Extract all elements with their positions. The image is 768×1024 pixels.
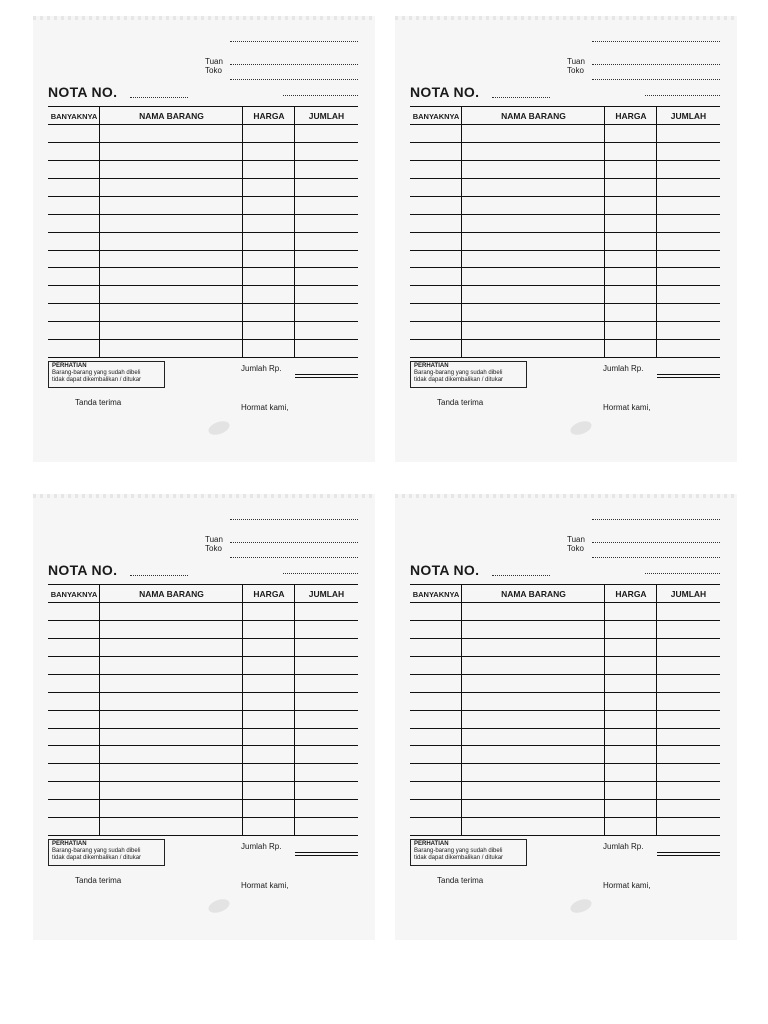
notice-line: Barang-barang yang sudah dibeli	[52, 848, 141, 854]
table-row[interactable]	[48, 745, 358, 746]
table-row[interactable]	[410, 638, 720, 639]
table-row[interactable]	[410, 196, 720, 197]
tuan-field[interactable]	[592, 542, 720, 543]
receipt-form	[33, 494, 375, 940]
table-row[interactable]	[48, 214, 358, 215]
notice-title: PERHATIAN	[52, 841, 87, 847]
table-row[interactable]	[48, 321, 358, 322]
tuan-field[interactable]	[592, 64, 720, 65]
total-label: Jumlah Rp.	[241, 842, 282, 851]
total-double-underline	[295, 377, 358, 378]
table-row[interactable]	[410, 817, 720, 818]
column-header-jumlah: JUMLAH	[308, 111, 345, 121]
notice-line: Barang-barang yang sudah dibeli	[52, 370, 141, 376]
tuan-label: Tuan	[567, 57, 585, 66]
tuan-label: Tuan	[205, 57, 223, 66]
nota-number-field[interactable]	[492, 575, 550, 576]
table-row[interactable]	[48, 728, 358, 729]
table-row[interactable]	[410, 142, 720, 143]
table-row[interactable]	[410, 160, 720, 161]
notice-line: tidak dapat dikembalikan / ditukar	[414, 855, 504, 861]
total-field[interactable]	[295, 852, 358, 853]
table-row[interactable]	[48, 656, 358, 657]
header-dotted-line[interactable]	[592, 41, 720, 42]
nota-number-field[interactable]	[130, 97, 188, 98]
notice-box	[410, 839, 527, 866]
notice-line: tidak dapat dikembalikan / ditukar	[414, 377, 504, 383]
nota-title: NOTA NO.	[48, 84, 118, 100]
column-header-banyaknya: BANYAKNYA	[50, 111, 98, 121]
notice-box	[48, 361, 165, 388]
table-row[interactable]	[410, 710, 720, 711]
total-field[interactable]	[657, 374, 720, 375]
receipt-form	[395, 494, 737, 940]
column-header-banyaknya: BANYAKNYA	[412, 589, 460, 599]
toko-label: Toko	[567, 66, 584, 75]
column-header-harga: HARGA	[253, 111, 285, 121]
toko-field[interactable]	[230, 557, 358, 558]
table-row[interactable]	[410, 285, 720, 286]
notice-title: PERHATIAN	[52, 363, 87, 369]
table-header-divider	[410, 602, 720, 603]
notice-line: tidak dapat dikembalikan / ditukar	[52, 377, 142, 383]
header-dotted-line[interactable]	[592, 519, 720, 520]
tuan-field[interactable]	[230, 64, 358, 65]
table-row[interactable]	[410, 232, 720, 233]
regards-signature-label: Hormat kami,	[241, 881, 289, 890]
table-row[interactable]	[48, 160, 358, 161]
regards-signature-label: Hormat kami,	[603, 403, 651, 412]
ink-smudge	[207, 419, 232, 438]
table-row[interactable]	[48, 232, 358, 233]
table-row[interactable]	[48, 620, 358, 621]
items-table	[48, 106, 358, 358]
regards-signature-label: Hormat kami,	[241, 403, 289, 412]
table-row[interactable]	[48, 250, 358, 251]
column-header-nama-barang: NAMA BARANG	[501, 111, 566, 121]
items-table	[48, 584, 358, 836]
notice-line: Barang-barang yang sudah dibeli	[414, 848, 503, 854]
nota-number-field[interactable]	[492, 97, 550, 98]
column-header-nama-barang: NAMA BARANG	[139, 111, 204, 121]
notice-box	[410, 361, 527, 388]
column-header-banyaknya: BANYAKNYA	[412, 111, 460, 121]
column-header-harga: HARGA	[615, 111, 647, 121]
column-header-harga: HARGA	[253, 589, 285, 599]
table-row[interactable]	[48, 781, 358, 782]
address-field[interactable]	[645, 95, 720, 96]
column-header-nama-barang: NAMA BARANG	[501, 589, 566, 599]
received-signature-label: Tanda terima	[437, 876, 484, 885]
tuan-field[interactable]	[230, 542, 358, 543]
table-row[interactable]	[48, 196, 358, 197]
total-field[interactable]	[657, 852, 720, 853]
table-row[interactable]	[48, 763, 358, 764]
toko-label: Toko	[205, 66, 222, 75]
ink-smudge	[207, 897, 232, 916]
table-row[interactable]	[48, 339, 358, 340]
tuan-label: Tuan	[205, 535, 223, 544]
total-double-underline	[657, 855, 720, 856]
table-row[interactable]	[48, 817, 358, 818]
table-row[interactable]	[410, 250, 720, 251]
ink-smudge	[569, 419, 594, 438]
table-row[interactable]	[48, 710, 358, 711]
table-row[interactable]	[410, 178, 720, 179]
total-double-underline	[657, 377, 720, 378]
toko-label: Toko	[567, 544, 584, 553]
total-double-underline	[295, 855, 358, 856]
column-header-harga: HARGA	[615, 589, 647, 599]
total-label: Jumlah Rp.	[241, 364, 282, 373]
toko-field[interactable]	[230, 79, 358, 80]
table-row[interactable]	[410, 745, 720, 746]
table-header-divider	[48, 602, 358, 603]
items-table	[410, 106, 720, 358]
table-row[interactable]	[410, 339, 720, 340]
notice-box	[48, 839, 165, 866]
table-row[interactable]	[410, 781, 720, 782]
received-signature-label: Tanda terima	[75, 398, 122, 407]
total-label: Jumlah Rp.	[603, 842, 644, 851]
received-signature-label: Tanda terima	[75, 876, 122, 885]
table-row[interactable]	[410, 303, 720, 304]
receipt-form	[395, 16, 737, 462]
total-field[interactable]	[295, 374, 358, 375]
table-row[interactable]	[410, 799, 720, 800]
table-row[interactable]	[48, 303, 358, 304]
column-header-jumlah: JUMLAH	[308, 589, 345, 599]
table-row[interactable]	[48, 267, 358, 268]
toko-field[interactable]	[592, 557, 720, 558]
tuan-label: Tuan	[567, 535, 585, 544]
nota-title: NOTA NO.	[410, 562, 480, 578]
address-field[interactable]	[283, 573, 358, 574]
table-row[interactable]	[410, 620, 720, 621]
table-row[interactable]	[410, 214, 720, 215]
column-header-nama-barang: NAMA BARANG	[139, 589, 204, 599]
table-row[interactable]	[48, 692, 358, 693]
notice-title: PERHATIAN	[414, 363, 449, 369]
items-table	[410, 584, 720, 836]
address-field[interactable]	[645, 573, 720, 574]
table-row[interactable]	[48, 638, 358, 639]
ink-smudge	[569, 897, 594, 916]
total-label: Jumlah Rp.	[603, 364, 644, 373]
address-field[interactable]	[283, 95, 358, 96]
table-row[interactable]	[410, 728, 720, 729]
received-signature-label: Tanda terima	[437, 398, 484, 407]
header-dotted-line[interactable]	[230, 519, 358, 520]
table-row[interactable]	[410, 267, 720, 268]
table-row[interactable]	[410, 321, 720, 322]
table-header-divider	[410, 124, 720, 125]
header-dotted-line[interactable]	[230, 41, 358, 42]
table-row[interactable]	[410, 692, 720, 693]
table-row[interactable]	[410, 656, 720, 657]
toko-field[interactable]	[592, 79, 720, 80]
table-row[interactable]	[48, 178, 358, 179]
nota-title: NOTA NO.	[410, 84, 480, 100]
table-row[interactable]	[48, 799, 358, 800]
column-header-jumlah: JUMLAH	[670, 589, 707, 599]
regards-signature-label: Hormat kami,	[603, 881, 651, 890]
table-row[interactable]	[48, 285, 358, 286]
notice-title: PERHATIAN	[414, 841, 449, 847]
notice-line: tidak dapat dikembalikan / ditukar	[52, 855, 142, 861]
toko-label: Toko	[205, 544, 222, 553]
nota-title: NOTA NO.	[48, 562, 118, 578]
table-row[interactable]	[48, 674, 358, 675]
receipt-form	[33, 16, 375, 462]
column-header-jumlah: JUMLAH	[670, 111, 707, 121]
table-row[interactable]	[410, 763, 720, 764]
column-header-banyaknya: BANYAKNYA	[50, 589, 98, 599]
table-row[interactable]	[48, 142, 358, 143]
table-header-divider	[48, 124, 358, 125]
table-row[interactable]	[410, 674, 720, 675]
notice-line: Barang-barang yang sudah dibeli	[414, 370, 503, 376]
nota-number-field[interactable]	[130, 575, 188, 576]
